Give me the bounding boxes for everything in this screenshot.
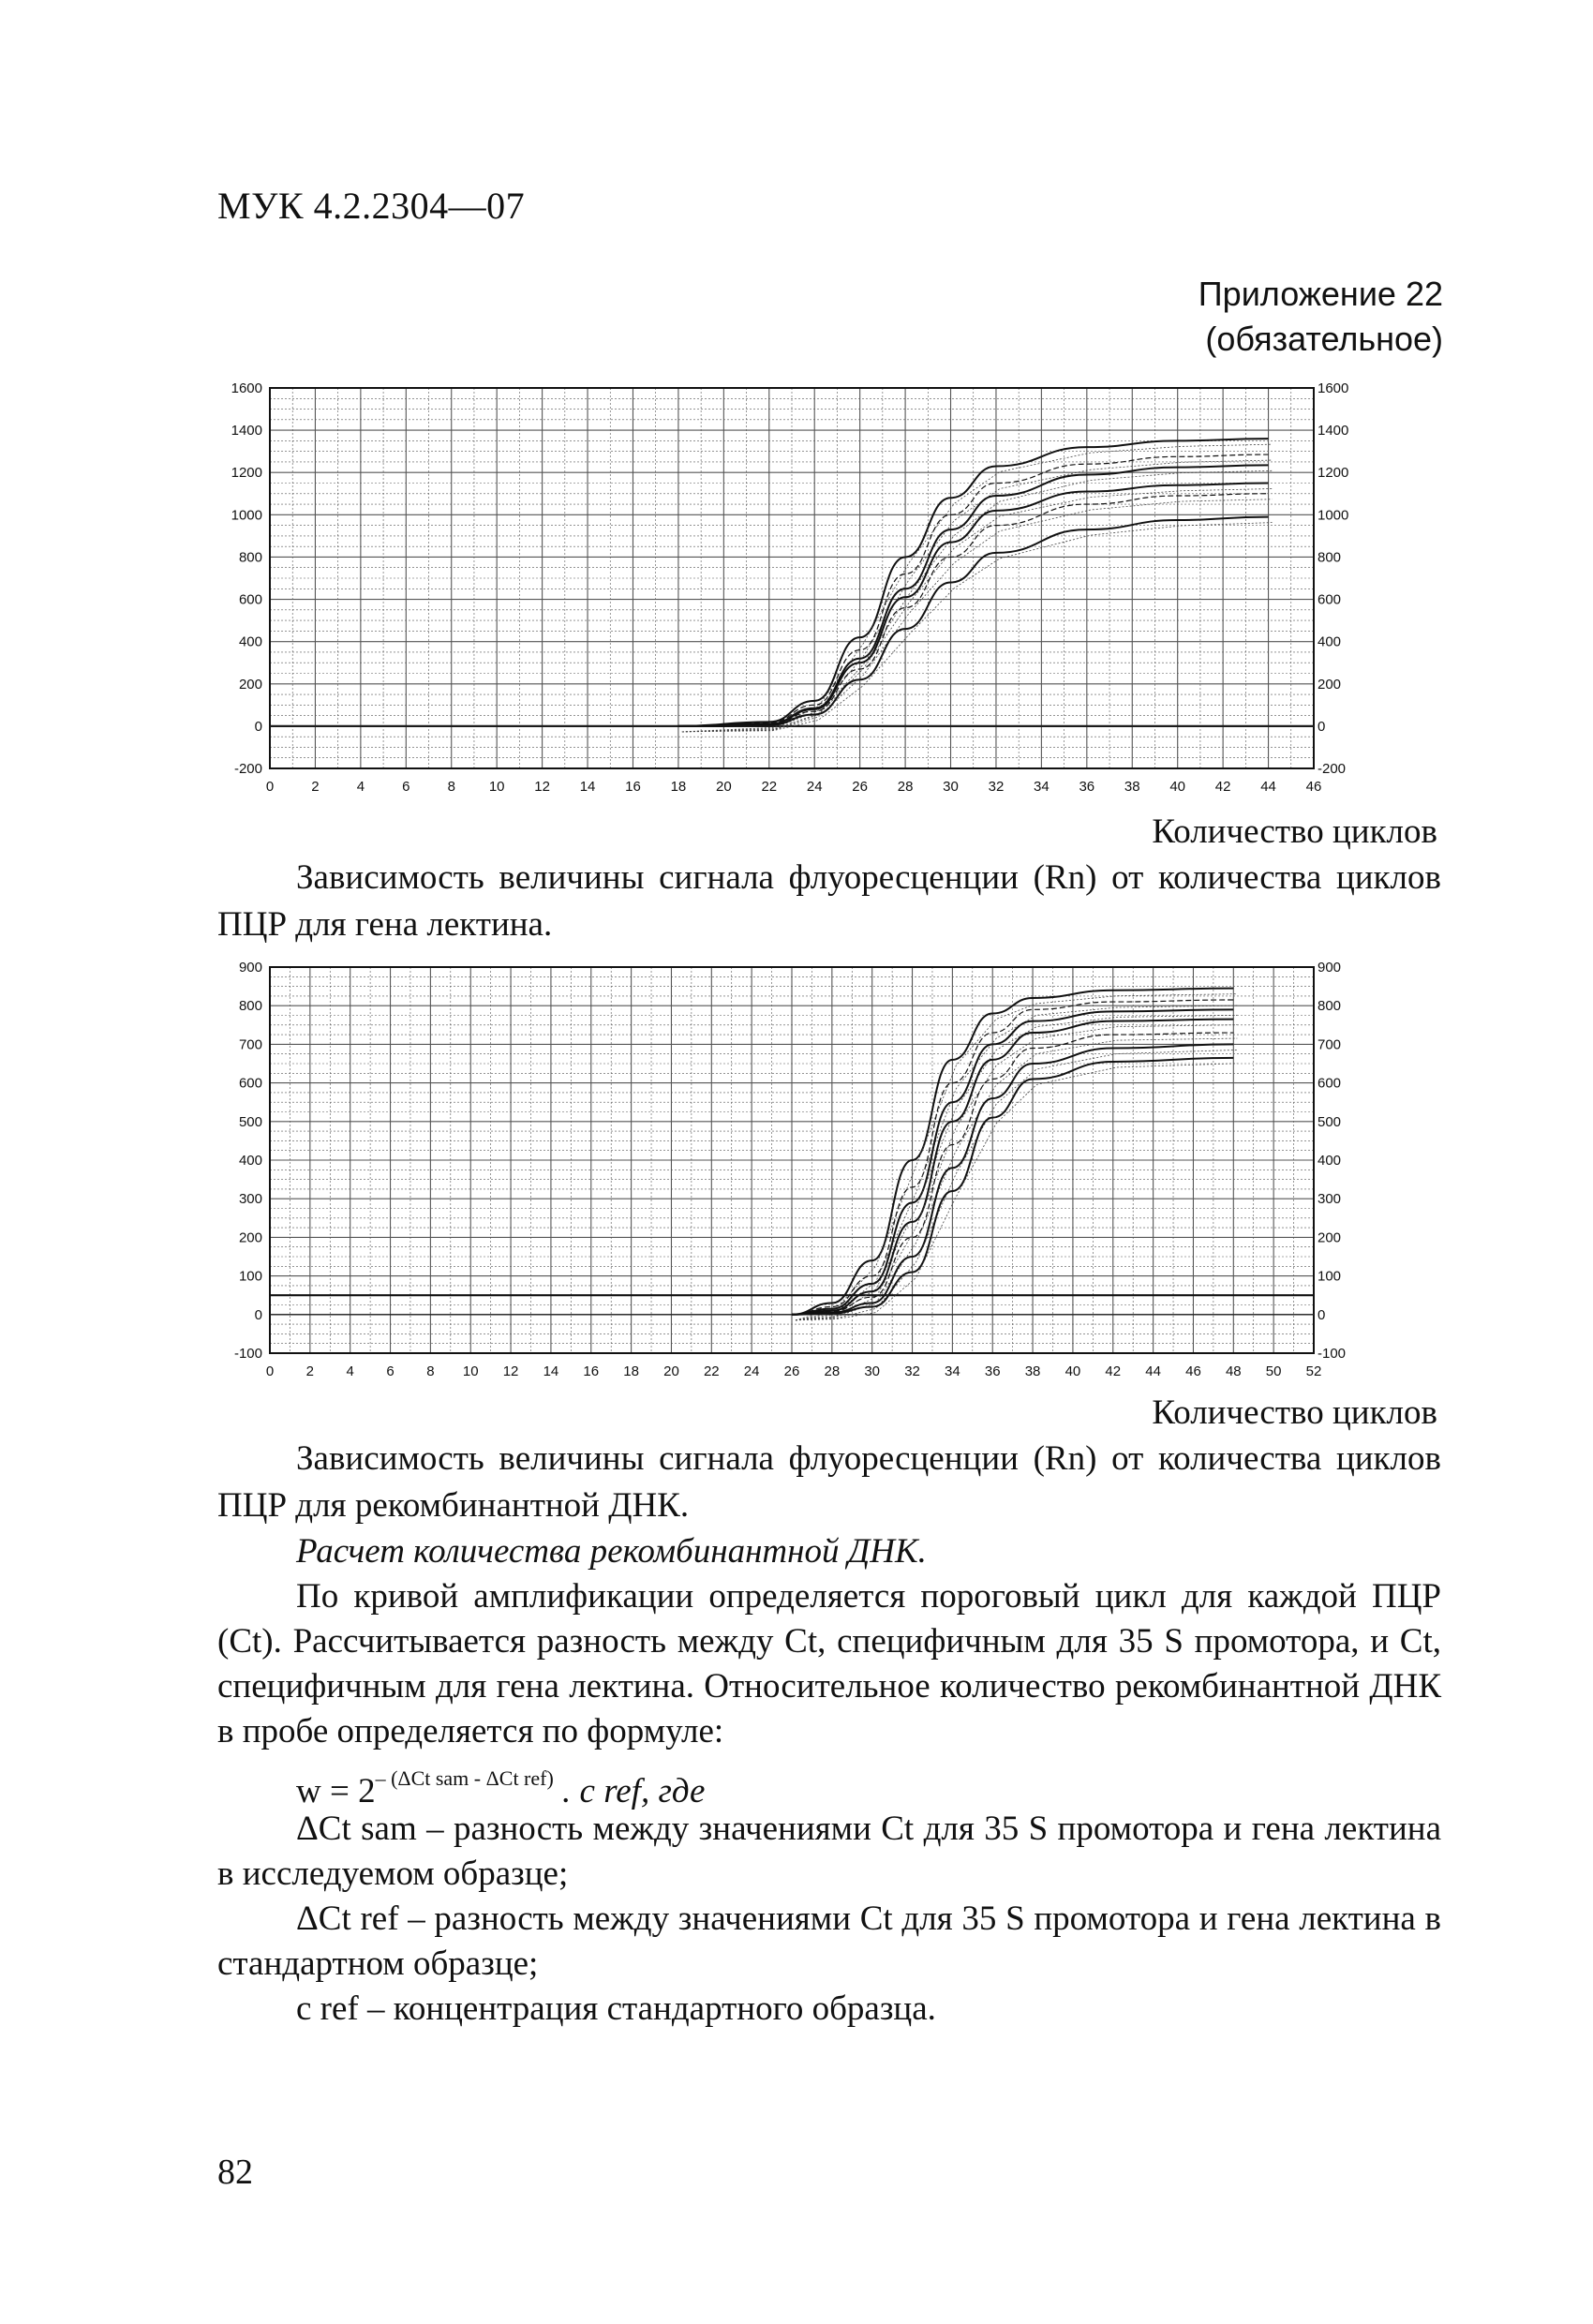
chart2-x-tick-label: 20 (663, 1363, 679, 1379)
chart2-x-tick-label: 22 (703, 1363, 720, 1379)
definition-delta-ct-sam: ΔCt sam – разность между значениями Ct для 35 S промотора и гена лектина в исследуемом образце; (217, 1810, 1441, 1893)
chart1-plot (231, 380, 1349, 795)
body-text (217, 1529, 1441, 2032)
chart2-y-tick-label-right: 700 (1318, 1036, 1342, 1053)
chart1-y-tick-label-right: 0 (1318, 718, 1326, 735)
chart2-x-tick-label: 28 (824, 1363, 841, 1379)
chart1-x-tick-label: 18 (670, 779, 687, 795)
page-number: 82 (217, 2153, 253, 2192)
chart2-x-tick-label: 24 (743, 1363, 760, 1379)
chart1-y-tick-label-left: 800 (238, 549, 262, 566)
chart2-y-tick-label-right: 800 (1318, 998, 1342, 1015)
chart1-y-tick-label-left: 1600 (231, 380, 262, 396)
chart2-caption-text: Зависимость величины сигнала флуоресценции (Rn) от количества циклов ПЦР для рекомбинантной ДНК. (217, 1439, 1441, 1525)
chart1-x-tick-label: 24 (806, 779, 823, 795)
chart2-y-tick-label-left: 700 (238, 1036, 262, 1053)
chart1-y-tick-label-right: 600 (1318, 591, 1342, 608)
formula-rhs: . c ref, где (562, 1772, 706, 1810)
chart1-caption-text: Зависимость величины сигнала флуоресценции (Rn) от количества циклов ПЦР для гена лектина. (217, 858, 1441, 944)
chart1-y-tick-label-right: 800 (1318, 549, 1342, 566)
chart1-y-tick-label-left: 1200 (231, 465, 262, 482)
chart2-y-tick-label-right: 0 (1318, 1306, 1326, 1323)
chart1-y-tick-label-right: 400 (1318, 633, 1342, 650)
chart2-x-tick-label: 44 (1145, 1363, 1161, 1379)
chart2-y-tick-label-left: 200 (238, 1229, 262, 1246)
chart2-y-tick-label-left: 600 (238, 1075, 262, 1092)
chart2-x-tick-label: 40 (1064, 1363, 1081, 1379)
chart1-x-tick-label: 14 (579, 779, 596, 795)
chart1-x-tick-label: 16 (625, 779, 641, 795)
chart2-y-tick-label-right: 100 (1318, 1268, 1342, 1285)
chart2-y-tick-label-left: 0 (254, 1306, 262, 1323)
chart2-y-tick-label-left: 800 (238, 998, 262, 1015)
chart2-y-tick-label-left: 100 (238, 1268, 262, 1285)
chart2-series-replicate (796, 1006, 1237, 1320)
chart1-y-tick-label-left: 1400 (231, 423, 262, 439)
chart1-y-tick-label-left: 600 (238, 591, 262, 608)
chart1-x-tick-label: 6 (402, 779, 410, 795)
formula-exponent: – (ΔCt sam - ΔCt ref) (375, 1766, 554, 1790)
chart2-x-tick-label: 34 (945, 1363, 960, 1379)
chart2-x-axis-title: Количество циклов (1152, 1393, 1437, 1432)
chart2-x-tick-label: 38 (1024, 1363, 1041, 1379)
chart1-series-replicate (682, 460, 1273, 732)
chart2-x-tick-label: 30 (864, 1363, 881, 1379)
chart1-x-tick-label: 36 (1079, 779, 1095, 795)
chart2-y-tick-label-right: -100 (1318, 1346, 1347, 1362)
chart2-x-tick-label: 18 (623, 1363, 639, 1379)
chart2-y-tick-label-right: 900 (1318, 960, 1342, 976)
chart1-x-tick-label: 8 (447, 779, 455, 795)
chart2-caption (217, 1436, 1441, 1529)
chart1-series-replicate (682, 470, 1273, 732)
chart1-x-tick-label: 38 (1124, 779, 1140, 795)
chart1-x-tick-label: 12 (534, 779, 550, 795)
chart1-y-tick-label-left: 400 (238, 633, 262, 650)
formula-lhs: w = 2 (296, 1772, 376, 1810)
chart1-x-tick-label: 30 (943, 779, 959, 795)
chart1-x-tick-label: 32 (988, 779, 1005, 795)
chart2-y-tick-label-right: 600 (1318, 1075, 1342, 1092)
chart1-x-tick-label: 2 (311, 779, 320, 795)
chart1-series-replicate (682, 444, 1273, 732)
chart1-x-tick-label: 4 (356, 779, 365, 795)
chart1-y-tick-label-left: 1000 (231, 507, 262, 524)
chart2-x-tick-label: 6 (386, 1363, 395, 1379)
chart2-x-tick-label: 2 (305, 1363, 315, 1379)
chart1-x-tick-label: 34 (1034, 779, 1050, 795)
chart1-y-tick-label-left: -200 (233, 761, 262, 777)
chart2-x-tick-label: 50 (1265, 1363, 1282, 1379)
chart1-series-replicate (682, 523, 1273, 732)
chart2-x-tick-label: 42 (1105, 1363, 1122, 1379)
chart1-series-line (678, 439, 1269, 726)
chart2-x-tick-label: 14 (543, 1363, 559, 1379)
chart1-x-tick-label: 42 (1214, 779, 1231, 795)
chart2-x-tick-label: 0 (265, 1363, 275, 1379)
chart2-y-tick-label-left: 300 (238, 1191, 262, 1208)
chart2-plot (234, 960, 1346, 1379)
chart2-x-tick-label: 8 (426, 1363, 435, 1379)
chart2-x-tick-label: 48 (1225, 1363, 1242, 1379)
chart2-y-tick-label-right: 400 (1318, 1153, 1342, 1169)
chart1-y-tick-label-right: 1600 (1318, 380, 1349, 396)
chart1-y-tick-label-right: 1400 (1318, 423, 1349, 439)
amplification-chart-lectin (214, 375, 1396, 806)
chart1-x-tick-label: 10 (488, 779, 505, 795)
chart1-x-tick-label: 20 (716, 779, 732, 795)
chart1-x-tick-label: 0 (265, 779, 275, 795)
chart2-x-tick-label: 36 (984, 1363, 1001, 1379)
chart1-y-tick-label-right: -200 (1318, 761, 1347, 777)
chart2-x-tick-label: 10 (462, 1363, 479, 1379)
chart1-series-replicate (682, 489, 1273, 732)
chart2-x-tick-label: 32 (904, 1363, 920, 1379)
chart2-y-tick-label-left: 900 (238, 960, 262, 976)
chart2-y-tick-label-left: -100 (233, 1346, 262, 1362)
chart2-y-tick-label-right: 500 (1318, 1113, 1342, 1130)
chart2-x-tick-label: 26 (783, 1363, 800, 1379)
chart1-x-tick-label: 46 (1305, 779, 1322, 795)
chart1-x-axis-title: Количество циклов (1152, 812, 1437, 851)
chart2-x-tick-label: 46 (1185, 1363, 1201, 1379)
chart1-x-tick-label: 26 (852, 779, 868, 795)
appendix-status: (обязательное) (1205, 320, 1443, 358)
chart2-y-tick-label-right: 200 (1318, 1229, 1342, 1246)
chart1-y-tick-label-right: 200 (1318, 676, 1342, 693)
chart1-x-tick-label: 28 (897, 779, 914, 795)
chart1-y-tick-label-right: 1000 (1318, 507, 1349, 524)
amplification-chart-recombinant (214, 954, 1396, 1394)
definition-delta-ct-ref: ΔCt ref – разность между значениями Ct для 35 S промотора и гена лектина в стандартном образце; (217, 1899, 1441, 1983)
chart2-y-tick-label-left: 500 (238, 1113, 262, 1130)
chart1-y-tick-label-left: 200 (238, 676, 262, 693)
chart1-caption (217, 855, 1441, 948)
chart1-series-replicate (682, 499, 1273, 732)
paragraph-method: По кривой амплификации определяется пороговый цикл для каждой ПЦР (Ct). Рассчитывается разность между Ct, специфичным для 35 S промотора, и Ct, специфичным для гена лектина. Относительное количество рекомбинантной ДНК в пробе определяется по формуле: (217, 1577, 1441, 1750)
section-title: Расчет количества рекомбинантной ДНК. (296, 1532, 927, 1571)
chart2-x-tick-label: 12 (502, 1363, 519, 1379)
definition-c-ref: c ref – концентрация стандартного образца. (296, 1989, 936, 2028)
chart2-x-tick-label: 16 (583, 1363, 600, 1379)
chart2-x-tick-label: 52 (1305, 1363, 1322, 1379)
chart1-x-tick-label: 22 (761, 779, 778, 795)
chart1-x-tick-label: 40 (1169, 779, 1186, 795)
chart2-series-replicate (796, 1015, 1237, 1319)
chart2-x-tick-label: 4 (346, 1363, 354, 1379)
appendix-number: Приложение 22 (1198, 275, 1443, 313)
chart2-y-tick-label-right: 300 (1318, 1191, 1342, 1208)
chart1-x-tick-label: 44 (1260, 779, 1276, 795)
chart1-y-tick-label-right: 1200 (1318, 465, 1349, 482)
chart1-y-tick-label-left: 0 (254, 718, 262, 735)
appendix-heading (1198, 272, 1443, 362)
chart2-y-tick-label-left: 400 (238, 1153, 262, 1169)
formula (217, 1756, 1441, 1810)
document-code: МУК 4.2.2304—07 (217, 185, 526, 227)
